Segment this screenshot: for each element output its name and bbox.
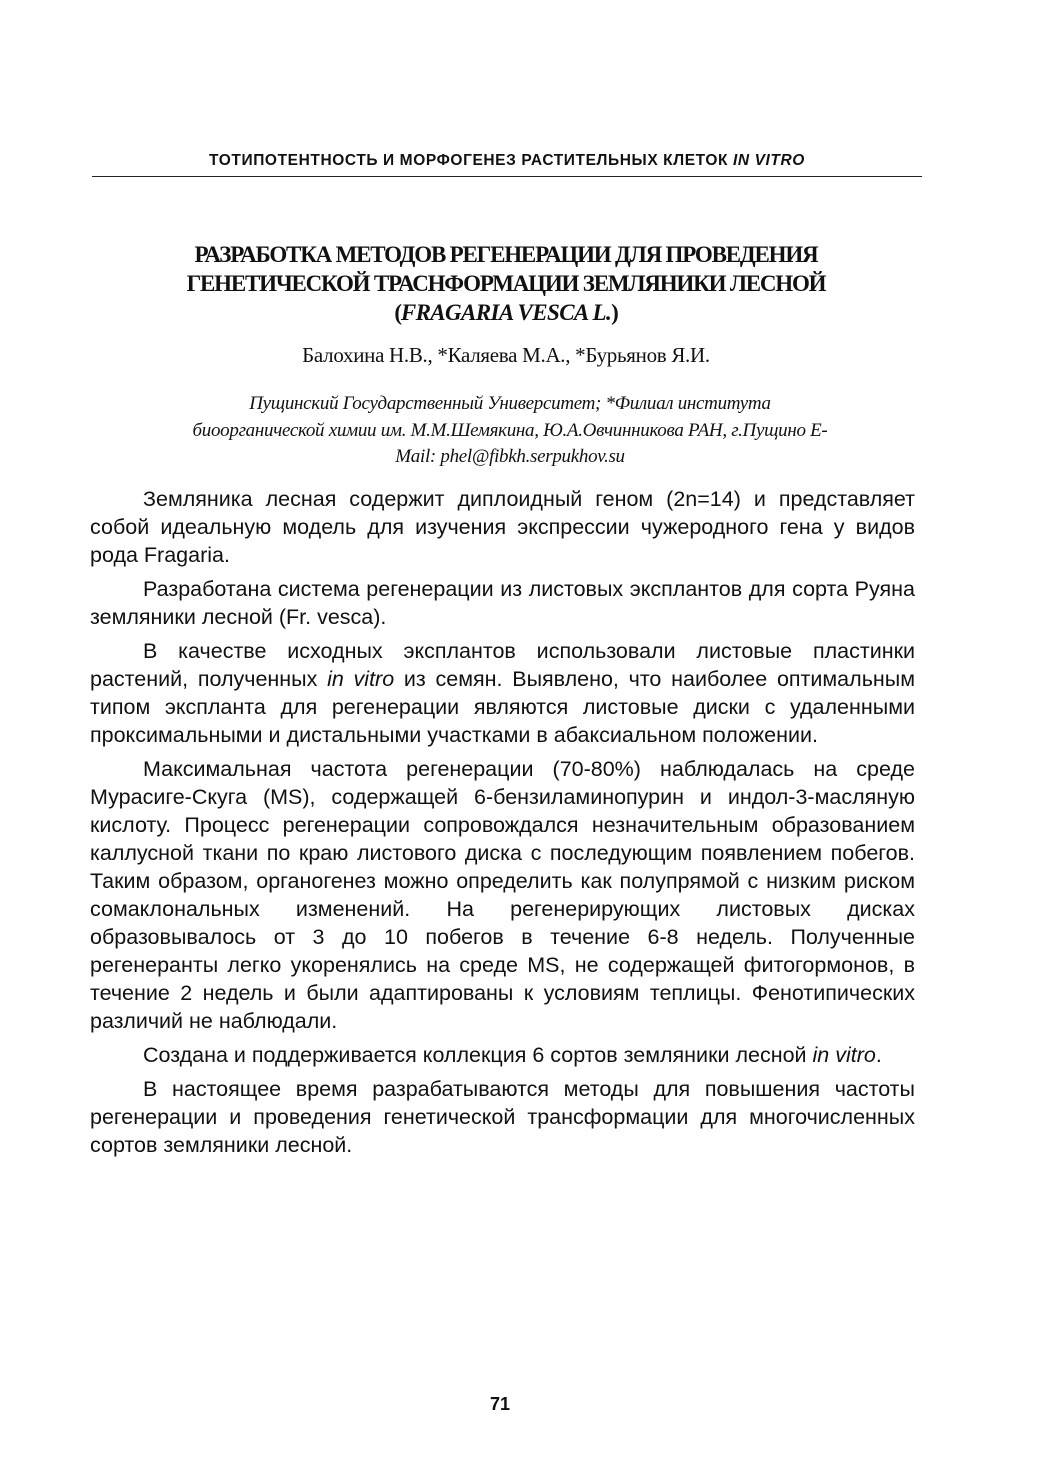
paragraph-5-text-b: . <box>875 1043 882 1067</box>
paragraph-5-italic: in vitro <box>812 1043 876 1067</box>
article-body <box>90 485 915 1165</box>
paragraph-3 <box>90 637 915 749</box>
paragraph-5-text-a: Создана и поддерживается коллекция 6 сортов земляники лесной <box>143 1043 813 1067</box>
running-header-text: ТОТИПОТЕНТНОСТЬ И МОРФОГЕНЕЗ РАСТИТЕЛЬНЫХ КЛЕТОК <box>209 152 733 169</box>
title-paren-open: ( <box>394 300 401 325</box>
running-header-italic: IN VITRO <box>732 152 805 169</box>
affiliation-line-1: Пущинский Государственный Университет; *Филиал института <box>249 393 771 414</box>
affiliation-line-2: биоорганической химии им. М.М.Шемякина, Ю.А.Овчинникова РАН, г.Пущино E- <box>192 419 828 441</box>
authors: Балохина Н.В., *Каляева М.А., *Бурьянов Я.И. <box>302 343 710 367</box>
title-line-2: ГЕНЕТИЧЕСКОЙ ТРАСНФОРМАЦИИ ЗЕМЛЯНИКИ ЛЕСНОЙ <box>186 271 826 296</box>
paragraph-3-text-b: из семян. Выявлено, что наиболее оптимальным типом экспланта для регенерации являются листовые диски с удаленными проксимальными и дистальными участками в абаксиальном положении. <box>90 667 915 747</box>
paragraph-5 <box>90 1041 915 1069</box>
title-line-3 <box>100 298 912 327</box>
article-title <box>100 240 912 327</box>
paragraph-1: Земляника лесная содержит диплоидный геном (2n=14) и представляет собой идеальную модель для изучения экспрессии чужеродного гена у видов рода Fragaria. <box>90 487 915 567</box>
title-line-1: РАЗРАБОТКА МЕТОДОВ РЕГЕНЕРАЦИИ ДЛЯ ПРОВЕДЕНИЯ <box>194 242 818 267</box>
title-species: FRAGARIA VESCA L. <box>400 300 612 325</box>
paragraph-6: В настоящее время разрабатываются методы для повышения частоты регенерации и проведения генетической трансформации для многочисленных сортов земляники лесной. <box>90 1077 915 1157</box>
running-header <box>92 152 922 170</box>
affiliation <box>140 391 880 471</box>
title-paren-close: ) <box>611 300 618 325</box>
paragraph-3-italic: in vitro <box>327 667 395 691</box>
paragraph-2: Разработана система регенерации из листовых эксплантов для сорта Руяна земляники лесной (Fr. vesca). <box>90 577 915 629</box>
header-rule <box>92 176 922 177</box>
page-number: 71 <box>489 1394 511 1414</box>
paragraph-3-text-a: В качестве исходных эксплантов использовали листовые пластинки растений, полученных <box>90 639 915 691</box>
affiliation-line-3: Mail: phel@fibkh.serpukhov.su <box>395 446 625 467</box>
paragraph-4: Максимальная частота регенерации (70-80%) наблюдалась на среде Мурасиге-Скуга (MS), содержащей 6-бензиламинопурин и индол-3-масляную кислоту. Процесс регенерации сопровождался незначительным образованием каллусной ткани по краю листового диска с последующим появлением побегов. Таким образом, органогенез можно определить как полупрямой с низким риском сомаклональных изменений. На регенерирующих листовых дисках образовывалось от 3 до 10 побегов в течение 6-8 недель. Полученные регенеранты легко укоренялись на среде MS, не содержащей фитогормонов, в течение 2 недель и были адаптированы к условиям теплицы. Фенотипических различий не наблюдали. <box>90 757 915 1033</box>
